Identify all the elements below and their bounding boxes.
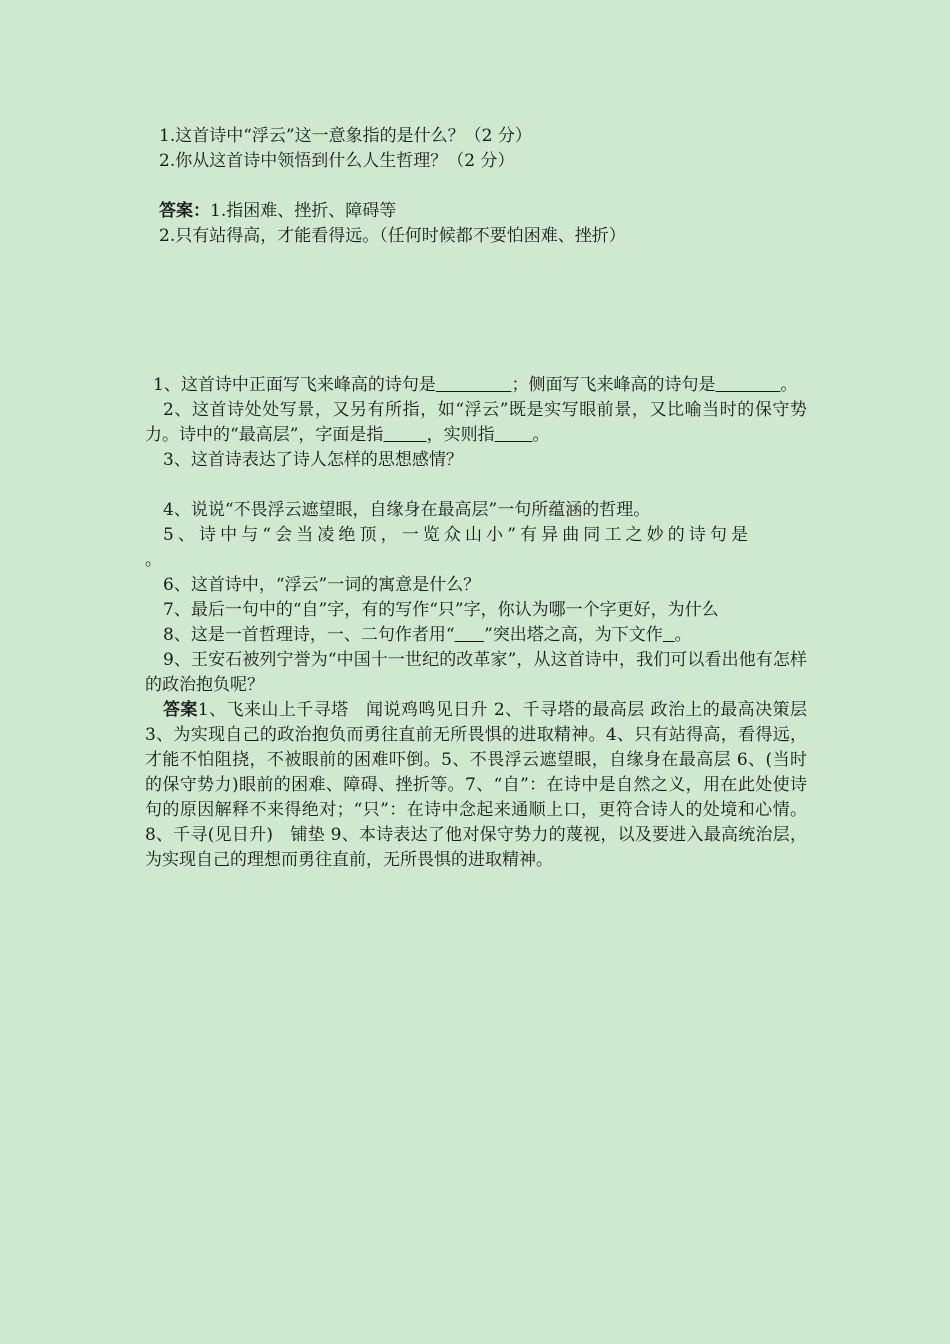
q1-text-b: ；侧面写飞来峰高的诗句是 — [511, 375, 716, 395]
question-s2-5: 5、诗中与“会当凌绝顶，一览众山小”有异曲同工之妙的诗句是 — [163, 525, 753, 545]
q2-text-a: 2、这首诗处处写景，又另有所指，如“浮云”既是实写眼前景，又比喻当时的保守势力。诗中的“最高层”，字面是指 — [145, 400, 807, 445]
question-s2-6: 6、这首诗中，“浮云”一词的寓意是什么？ — [163, 575, 481, 595]
answer-label: 答案 — [163, 700, 198, 720]
fill-blank[interactable] — [495, 425, 533, 445]
fill-blank[interactable] — [663, 625, 675, 645]
question-s2-2 — [145, 398, 807, 448]
answer-text: 1、飞来山上千寻塔 闻说鸡鸣见日升 2、千寻塔的最高层 政治上的最高决策层 3、为实现自己的政治抱负而勇往直前无所畏惧的进取精神。4、只有站得高，看得远，才能不怕阻挠，不被眼前的困难吓倒。5、不畏浮云遮望眼，自缘身在最高层 6、(当时的保守势力)眼前的困难、障碍、挫折等。7、“自”：在诗中是自然之义，用在此处使诗句的原因解释不来得绝对；“只”：在诗中念起来通顺上口，更符合诗人的处境和心情。8、千寻(见日升) 铺垫 9、本诗表达了他对保守势力的蔑视，以及要进入最高统治层，为实现自己的理想而勇往直前，无所畏惧的进取精神。 — [145, 700, 807, 870]
spacer — [145, 174, 807, 199]
q2-text-b: ，实则指 — [426, 425, 495, 445]
section-2 — [145, 373, 807, 873]
answer-1: 1.指困难、挫折、障碍等 — [210, 201, 397, 221]
question-s2-4: 4、说说“不畏浮云遮望眼，自缘身在最高层”一句所蕴涵的哲理。 — [163, 500, 651, 520]
q2-end: 。 — [532, 425, 550, 445]
q8-end: 。 — [674, 625, 692, 645]
answer-line-1 — [145, 199, 807, 224]
question-2: 2.你从这首诗中领悟到什么人生哲理？（2 分） — [159, 151, 515, 171]
fill-blank[interactable] — [715, 375, 780, 395]
q1-text-a: 1、这首诗中正面写飞来峰高的诗句是 — [153, 375, 436, 395]
question-s2-7: 7、最后一句中的“自”字，有的写作“只”字，你认为哪一个字更好，为什么 — [163, 600, 719, 620]
question-s2-3: 3、这首诗表达了诗人怎样的思想感情？ — [163, 450, 463, 470]
fill-blank[interactable] — [436, 375, 512, 395]
spacer — [145, 473, 807, 498]
section-1 — [145, 124, 807, 249]
answer-label: 答案： — [159, 201, 210, 221]
question-s2-5-end: 。 — [145, 550, 162, 570]
question-s2-1 — [145, 373, 807, 398]
q1-end: 。 — [780, 375, 798, 395]
question-s2-9: 9、王安石被列宁誉为“中国十一世纪的改革家”，从这首诗中，我们可以看出他有怎样的政治抱负呢？ — [145, 650, 807, 695]
q8-text-b: ”突出塔之高，为下文作 — [484, 625, 663, 645]
fill-blank[interactable] — [383, 425, 426, 445]
question-1: 1.这首诗中“浮云”这一意象指的是什么？（2 分） — [159, 126, 532, 146]
answer-2: 2.只有站得高，才能看得远。（任何时候都不要怕困难、挫折） — [159, 226, 626, 246]
answer-block — [145, 698, 807, 873]
question-s2-8 — [145, 623, 807, 648]
fill-blank[interactable] — [455, 625, 485, 645]
q8-text-a: 8、这是一首哲理诗，一、二句作者用“ — [163, 625, 455, 645]
